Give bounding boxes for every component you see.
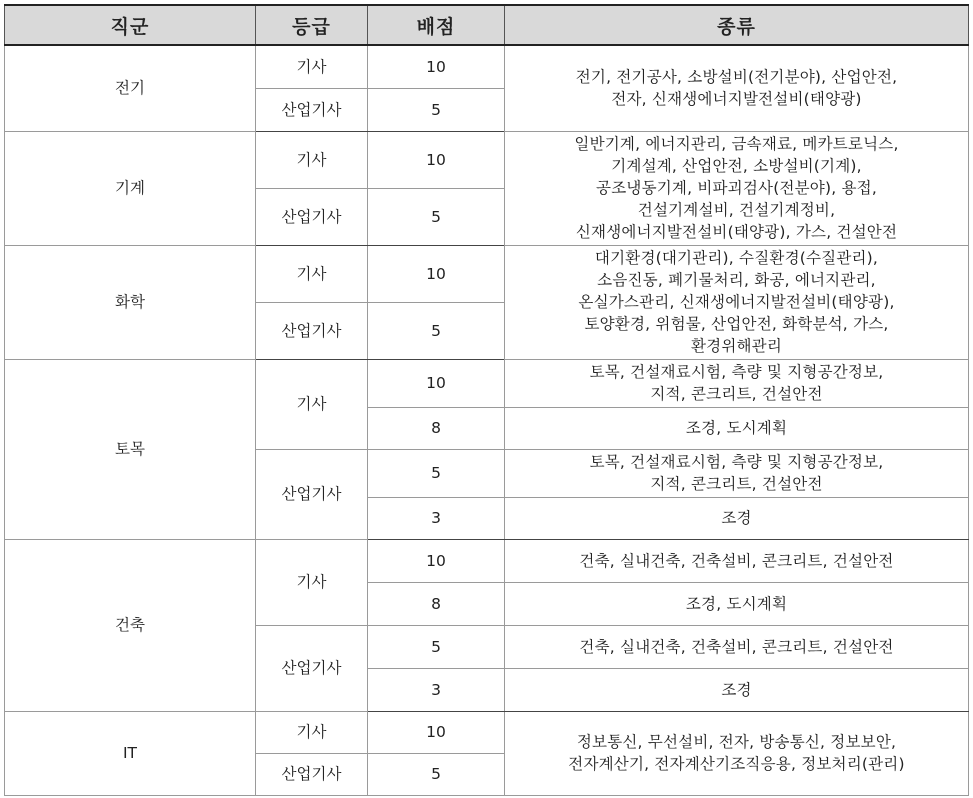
grade-cell: 산업기사: [256, 625, 368, 711]
types-cell: 조경: [505, 668, 969, 711]
score-cell: 8: [368, 407, 505, 449]
types-cell: 건축, 실내건축, 건축설비, 콘크리트, 건설안전: [505, 539, 969, 582]
table-row: [5, 539, 969, 582]
score-cell: 5: [368, 449, 505, 497]
header-score: 배점: [368, 5, 505, 45]
score-cell: 5: [368, 302, 505, 359]
score-cell: 3: [368, 497, 505, 539]
job-cell: IT: [5, 711, 256, 795]
score-cell: 3: [368, 668, 505, 711]
grade-cell: 기사: [256, 131, 368, 188]
grade-cell: 산업기사: [256, 88, 368, 131]
grade-cell: 기사: [256, 539, 368, 625]
score-cell: 10: [368, 711, 505, 753]
grade-cell: 기사: [256, 245, 368, 302]
header-row: [5, 5, 969, 45]
table-row: [5, 245, 969, 302]
types-cell: 대기환경(대기관리), 수질환경(수질관리), 소음진동, 폐기물처리, 화공, 에너지관리, 온실가스관리, 신재생에너지발전설비(태양광), 토양환경, 위험물, 산업안전, 화학분석, 가스, 환경위해관리: [505, 245, 969, 359]
score-cell: 5: [368, 753, 505, 795]
types-cell: 조경: [505, 497, 969, 539]
grade-cell: 산업기사: [256, 753, 368, 795]
types-cell: 조경, 도시계획: [505, 407, 969, 449]
grade-cell: 기사: [256, 45, 368, 88]
table-row: [5, 131, 969, 188]
score-cell: 10: [368, 45, 505, 88]
table-row: [5, 45, 969, 88]
grade-cell: 기사: [256, 711, 368, 753]
score-cell: 5: [368, 625, 505, 668]
score-cell: 5: [368, 88, 505, 131]
score-cell: 8: [368, 582, 505, 625]
job-cell: 화학: [5, 245, 256, 359]
types-cell: 토목, 건설재료시험, 측량 및 지형공간정보, 지적, 콘크리트, 건설안전: [505, 359, 969, 407]
table-row: [5, 359, 969, 407]
job-cell: 토목: [5, 359, 256, 539]
grade-cell: 산업기사: [256, 302, 368, 359]
qualification-score-table: [4, 4, 969, 796]
grade-cell: 산업기사: [256, 188, 368, 245]
header-job: 직군: [5, 5, 256, 45]
score-cell: 10: [368, 245, 505, 302]
header-types: 종류: [505, 5, 969, 45]
score-cell: 10: [368, 539, 505, 582]
score-cell: 5: [368, 188, 505, 245]
types-cell: 건축, 실내건축, 건축설비, 콘크리트, 건설안전: [505, 625, 969, 668]
types-cell: 조경, 도시계획: [505, 582, 969, 625]
score-cell: 10: [368, 359, 505, 407]
grade-cell: 기사: [256, 359, 368, 449]
types-cell: 전기, 전기공사, 소방설비(전기분야), 산업안전, 전자, 신재생에너지발전설비(태양광): [505, 45, 969, 131]
score-cell: 10: [368, 131, 505, 188]
header-grade: 등급: [256, 5, 368, 45]
job-cell: 전기: [5, 45, 256, 131]
grade-cell: 산업기사: [256, 449, 368, 539]
types-cell: 정보통신, 무선설비, 전자, 방송통신, 정보보안, 전자계산기, 전자계산기조직응용, 정보처리(관리): [505, 711, 969, 795]
job-cell: 기계: [5, 131, 256, 245]
table-row: [5, 711, 969, 753]
types-cell: 토목, 건설재료시험, 측량 및 지형공간정보, 지적, 콘크리트, 건설안전: [505, 449, 969, 497]
types-cell: 일반기계, 에너지관리, 금속재료, 메카트로닉스, 기계설계, 산업안전, 소방설비(기계), 공조냉동기계, 비파괴검사(전분야), 용접, 건설기계설비, 건설기계정비, 신재생에너지발전설비(태양광), 가스, 건설안전: [505, 131, 969, 245]
job-cell: 건축: [5, 539, 256, 711]
